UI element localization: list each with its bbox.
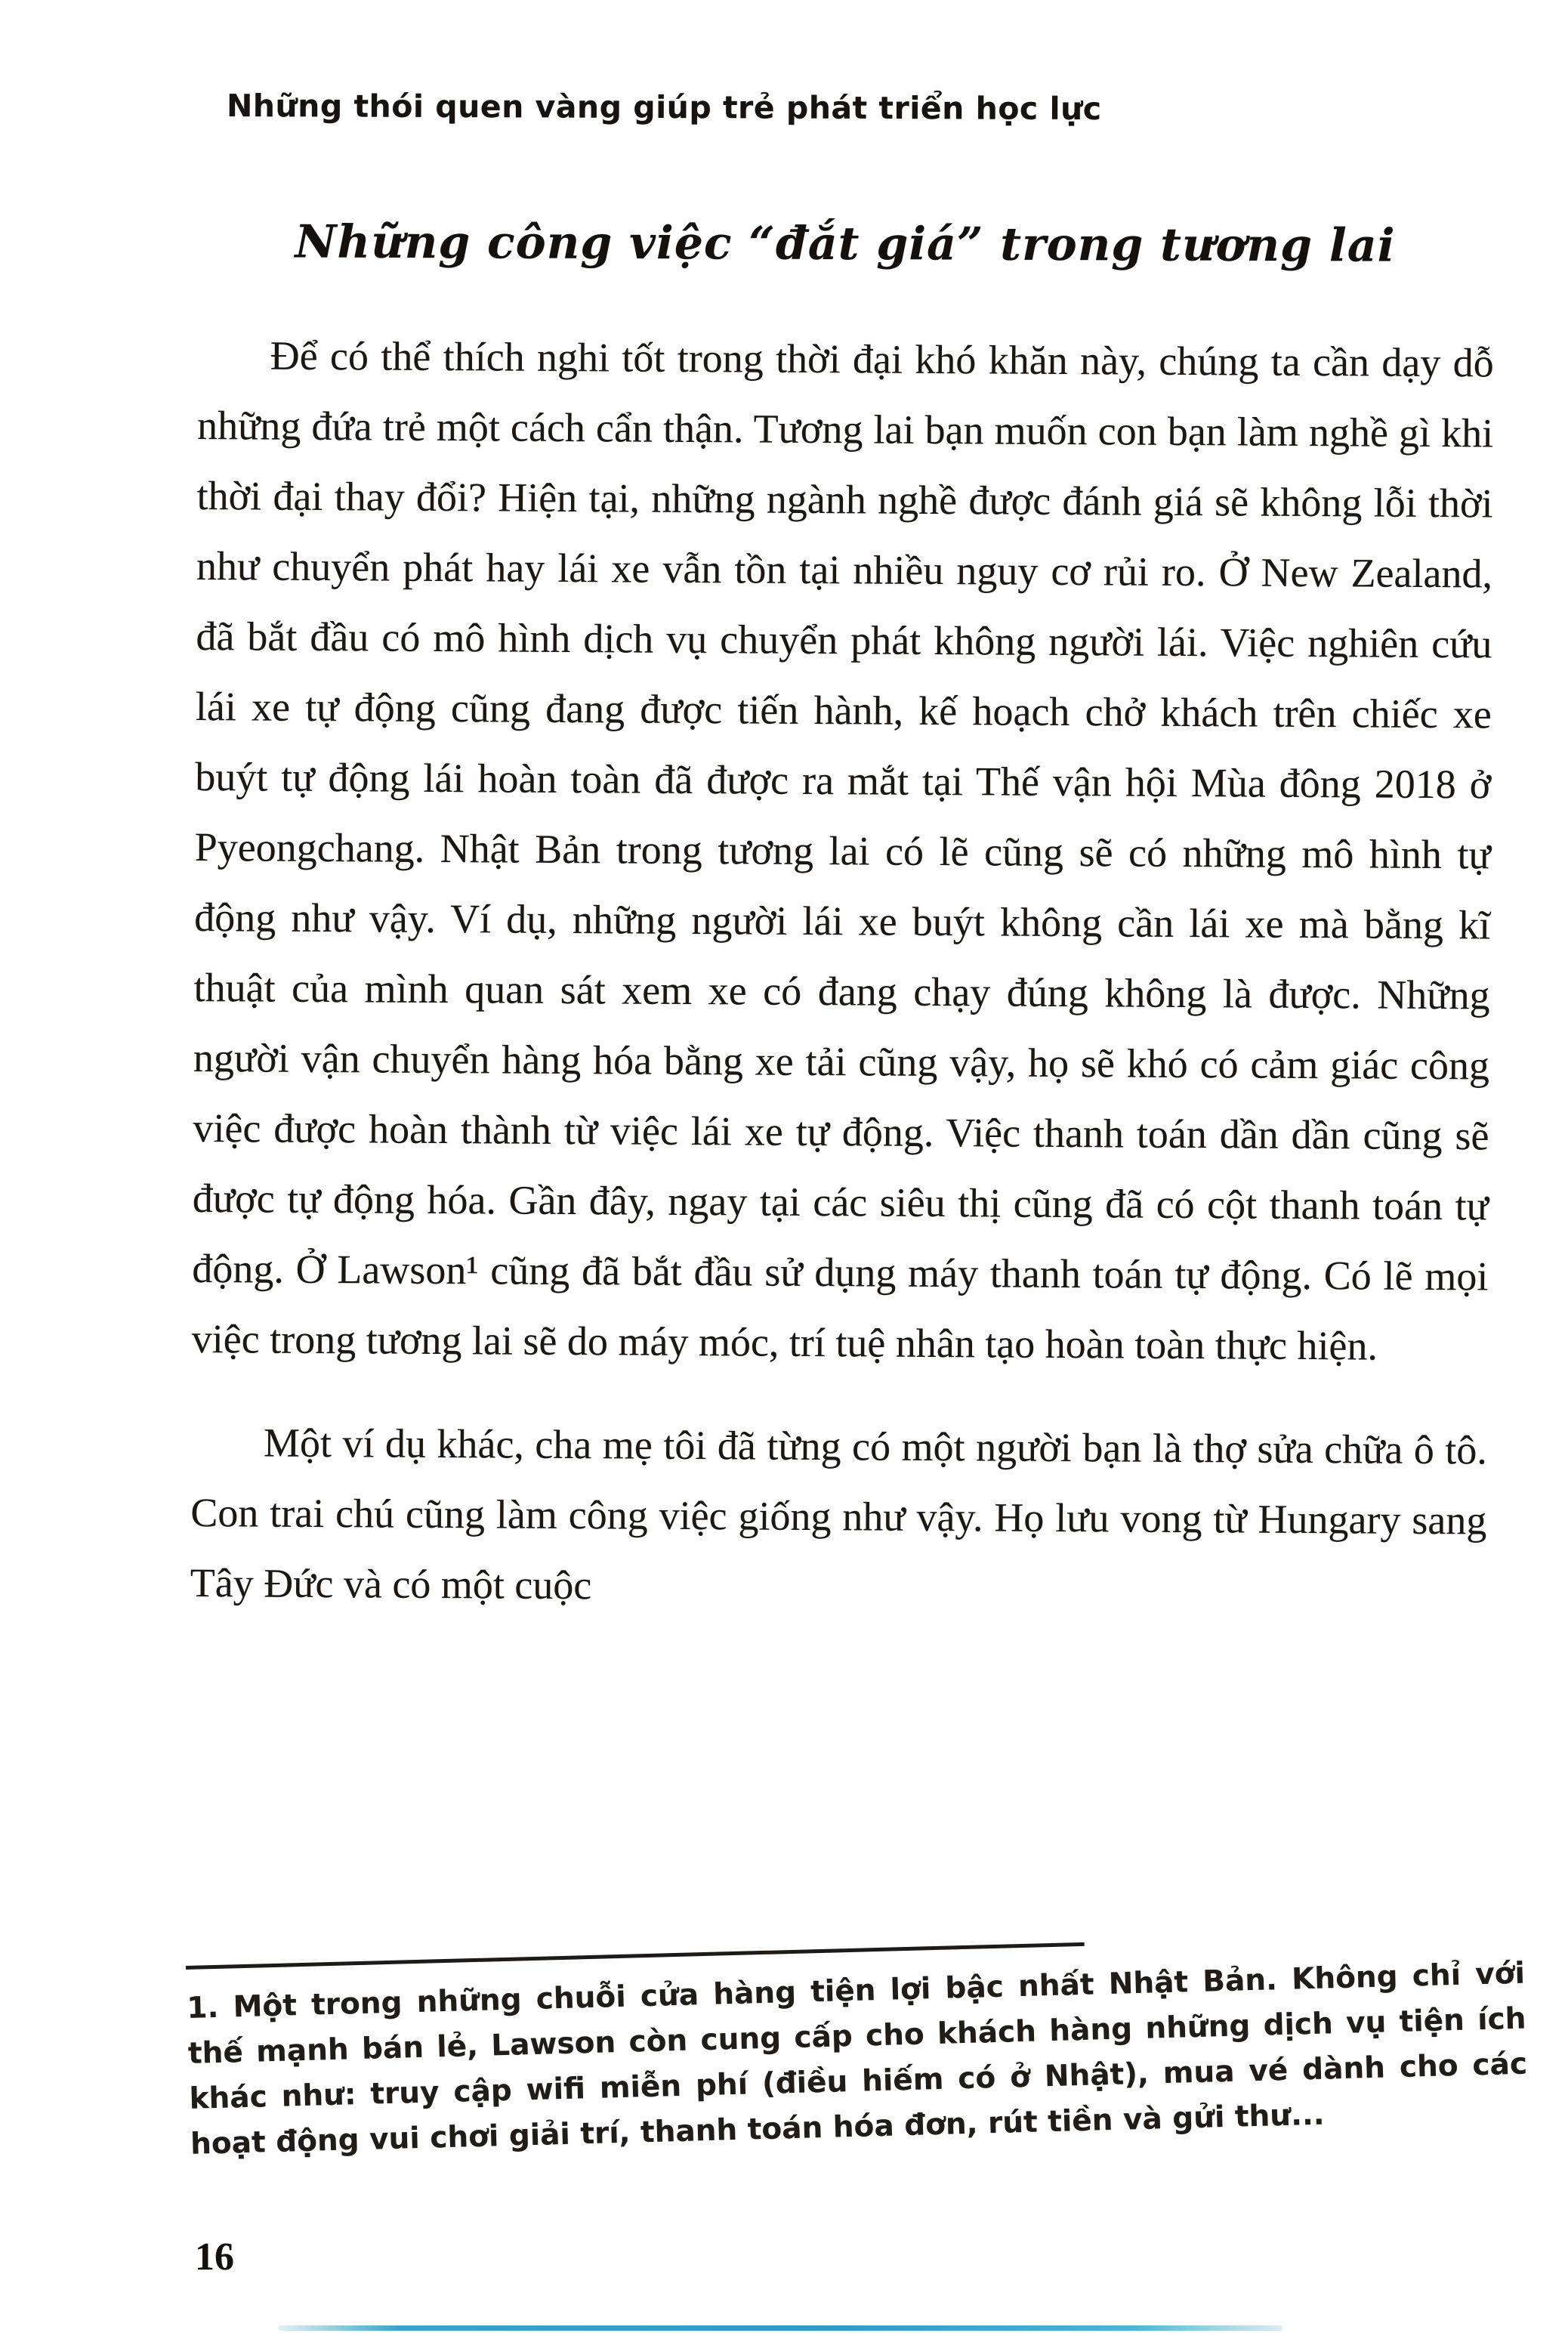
running-header: Những thói quen vàng giúp trẻ phát triển học lực [226, 87, 1102, 128]
footnote-text: 1. Một trong những chuỗi cửa hàng tiện lợi bậc nhất Nhật Bản. Không chỉ với thế mạnh bán lẻ, Lawson còn cung cấp cho khách hàng những dịch vụ tiện ích khác như: truy cập wifi miễn phí (điều hiếm có ở Nhật), mua vé dành cho các hoạt động vui chơi giải trí, thanh toán hóa đơn, rút tiền và gửi thư... [186, 1956, 1528, 2162]
paragraph-1: Để có thể thích nghi tốt trong thời đại khó khăn này, chúng ta cần dạy dỗ những đứa trẻ một cách cẩn thận. Tương lai bạn muốn con bạn làm nghề gì khi thời đại thay đổi? Hiện tại, những ngành nghề được đánh giá sẽ không lỗi thời như chuyển phát hay lái xe vẫn tồn tại nhiều nguy cơ rủi ro. Ở New Zealand, đã bắt đầu có mô hình dịch vụ chuyển phát không người lái. Việc nghiên cứu lái xe tự động cũng đang được tiến hành, kế hoạch chở khách trên chiếc xe buýt tự động lái hoàn toàn đã được ra mắt tại Thế vận hội Mùa đông 2018 ở Pyeongchang. Nhật Bản trong tương lai có lẽ cũng sẽ có những mô hình tự động như vậy. Ví dụ, những người lái xe buýt không cần lái xe mà bằng kĩ thuật của mình quan sát xem xe có đang chạy đúng không là được. Những người vận chuyển hàng hóa bằng xe tải cũng vậy, họ sẽ khó có cảm giác công việc được hoàn thành từ việc lái xe tự động. Việc thanh toán dần dần cũng sẽ được tự động hóa. Gần đây, ngay tại các siêu thị cũng đã có cột thanh toán tự động. Ở Lawson¹ cũng đã bắt đầu sử dụng máy thanh toán tự động. Có lẽ mọi việc trong tương lai sẽ do máy móc, trí tuệ nhân tạo hoàn toàn thực hiện. [191, 332, 1494, 1369]
footnote-block [186, 1931, 1529, 2168]
body-text [190, 320, 1494, 1659]
scan-artifact-line [278, 2325, 1282, 2331]
chapter-title: Những công việc “đắt giá” trong tương lai [295, 215, 1396, 273]
paragraph-2: Một ví dụ khác, cha mẹ tôi đã từng có một người bạn là thợ sửa chữa ô tô. Con trai chú cũng làm công việc giống như vậy. Họ lưu vong từ Hungary sang Tây Đức và có một cuộc [190, 1420, 1488, 1608]
page-number: 16 [195, 2236, 234, 2279]
